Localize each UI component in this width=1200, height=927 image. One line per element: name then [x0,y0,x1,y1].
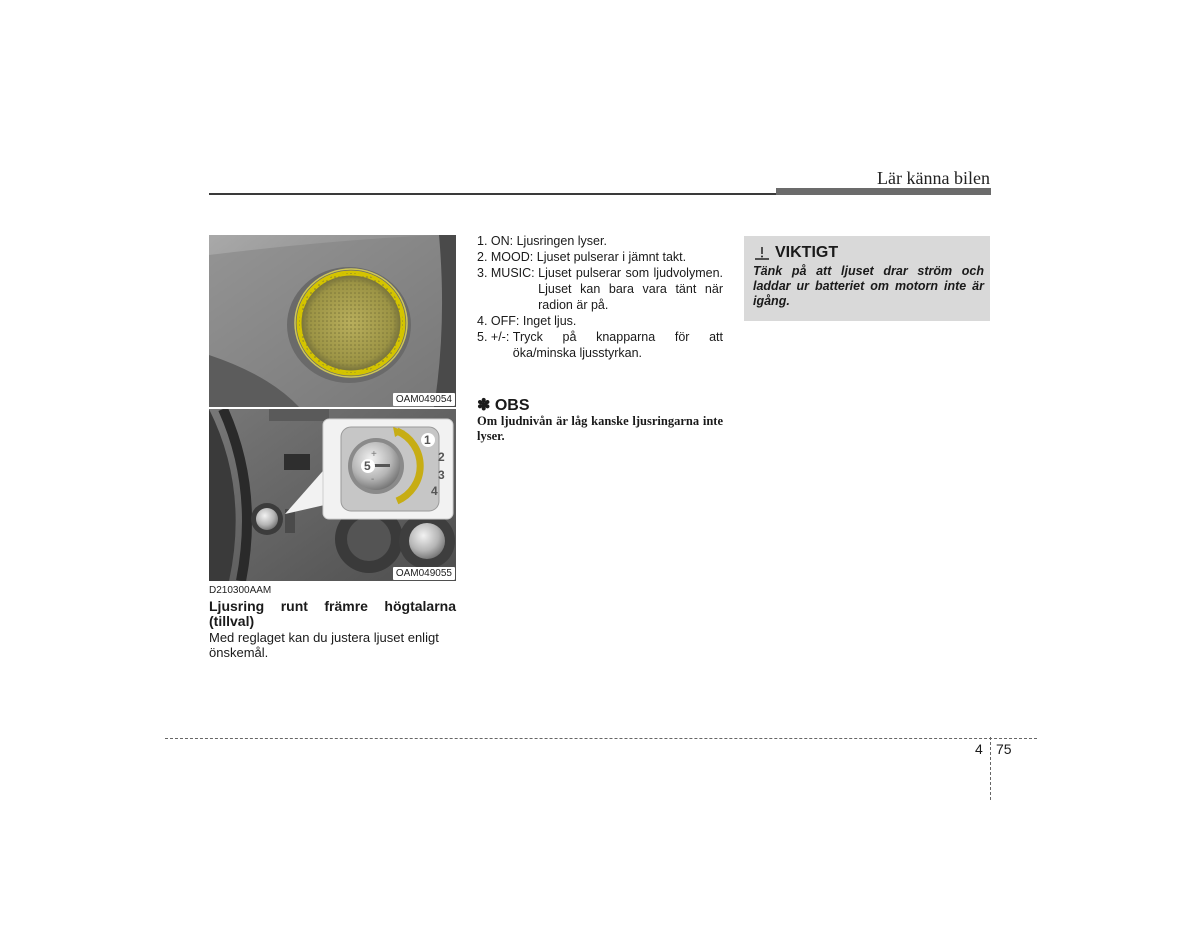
page-number: 75 [996,741,1012,757]
callout-2: 2 [438,450,445,464]
callout-3: 3 [438,468,445,482]
list-item [477,265,723,313]
warning-heading-row [754,244,838,262]
speaker-light-ring-figure [209,235,456,407]
header-rule-accent [776,188,991,195]
caution-icon [754,246,770,260]
list-item-number: 5. +/-: [477,330,510,344]
figure-code: OAM049055 [393,567,455,580]
list-item [477,329,723,361]
mode-list [477,233,723,361]
footer-vertical-divider [990,737,991,800]
footer-divider [165,738,1037,739]
light-control-figure [209,409,456,581]
list-item-text: Tryck på knapparna för att öka/minska ljusstyrkan. [512,330,723,360]
warning-heading: VIKTIGT [775,244,839,261]
warning-box [744,236,990,321]
page-header-title: Lär känna bilen [877,168,990,188]
callout-4: 4 [431,484,438,498]
warning-body: Tänk på att ljuset drar ström och laddar ur batteriet om motorn inte är igång. [753,264,984,308]
list-item-number: 2. MOOD: [477,250,534,264]
chapter-number: 4 [975,741,983,757]
section-heading: Ljusring runt främre högtalarna (tillval) [209,598,456,629]
section-body: Med reglaget kan du justera ljuset enligt önskemål. [209,630,439,660]
list-item-text: Inget ljus. [522,314,577,328]
list-item-text: Ljusringen lyser. [516,234,607,248]
callout-1: 1 [424,433,431,447]
light-control-knob-photo [209,409,456,581]
speaker-light-ring-photo [209,235,456,407]
list-item [477,249,723,265]
list-item-number: 1. ON: [477,234,514,248]
list-item-text: Ljuset pulserar som ljudvolymen. Ljuset kan bara vara tänt när radion är på. [538,266,723,312]
svg-text:+: + [371,449,377,460]
list-item-number: 4. OFF: [477,314,520,328]
section-code: D210300AAM [209,585,272,596]
note-heading: ✽ OBS [477,397,530,414]
svg-text:-: - [371,474,375,485]
callout-5: 5 [364,459,371,473]
list-item-number: 3. MUSIC: [477,266,535,280]
list-item [477,313,723,329]
figure-code: OAM049054 [393,393,455,406]
list-item [477,233,723,249]
note-body: Om ljudnivån är låg kanske ljusringarna inte lyser. [477,414,723,443]
list-item-text: Ljuset pulserar i jämnt takt. [536,250,687,264]
header-rule [209,193,776,195]
